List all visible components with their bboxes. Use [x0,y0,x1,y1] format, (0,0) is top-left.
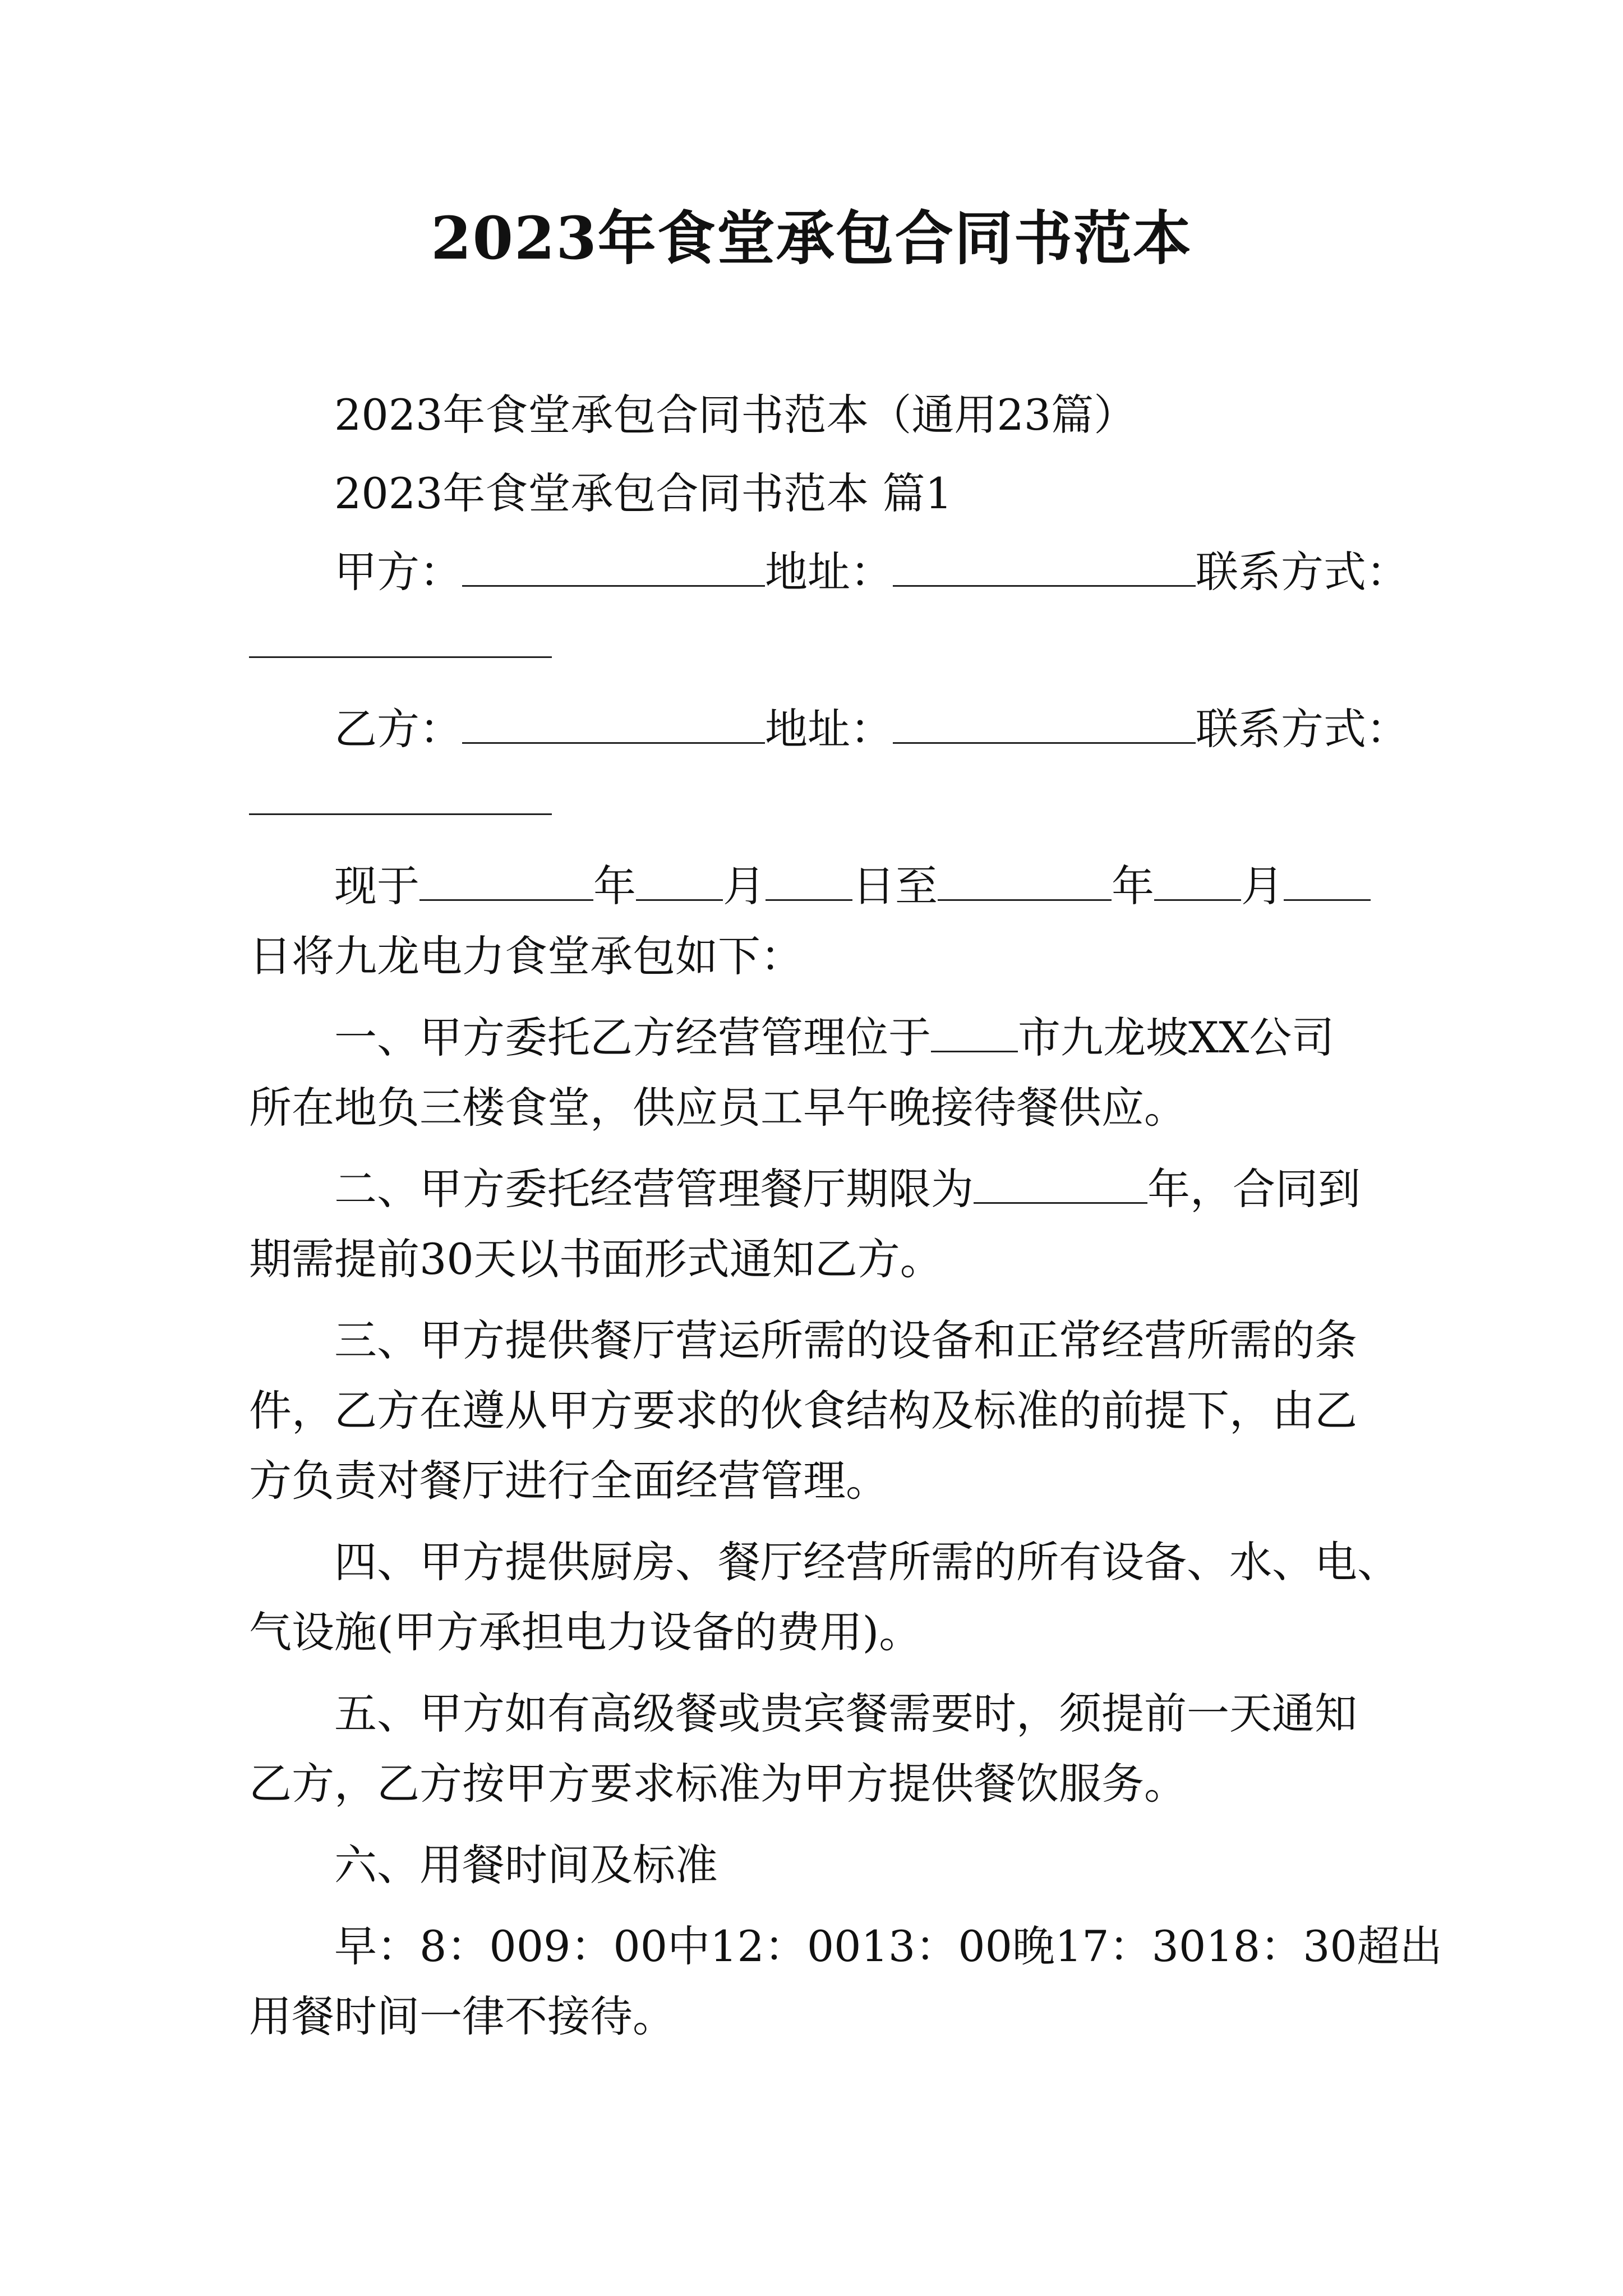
period-year-label: 年 [593,861,636,911]
clause-2-text-a: 二、甲方委托经营管理餐厅期限为 [334,1164,974,1214]
clause-5-line-2: 乙方，乙方按甲方要求标准为甲方提供餐饮服务。 [249,1759,1187,1809]
party-b-line [334,701,1409,757]
city-blank [931,1014,1018,1052]
clause-1-line-1 [334,1010,1334,1066]
meal-times-line-2: 用餐时间一律不接待。 [249,1991,675,2041]
clause-1-text-b: 市九龙坡XX公司 [1018,1013,1335,1062]
party-a-contact-blank [249,656,552,658]
period-cont: 日将九龙电力食堂承包如下： [249,931,803,981]
clause-2-text-b: 年，合同到 [1147,1164,1361,1214]
term-years-blank [974,1165,1147,1204]
end-year-blank [938,862,1112,901]
subtitle: 2023年食堂承包合同书范本（通用23篇） [334,390,1137,440]
section-heading: 2023年食堂承包合同书范本 篇1 [334,468,952,518]
party-a-address-blank [893,548,1196,587]
clause-1-line-2: 所在地负三楼食堂，供应员工早午晚接待餐供应。 [249,1083,1187,1133]
party-a-address-label: 地址： [765,547,893,597]
end-month-blank [1154,862,1241,901]
party-b-name-blank [462,705,765,744]
party-a-line [334,544,1409,600]
clause-3-line-2: 件，乙方在遵从甲方要求的伙食结构及标准的前提下，由乙 [249,1386,1357,1435]
end-day-blank [1284,862,1371,901]
party-a-name-blank [462,548,765,587]
period-month-label: 月 [723,861,766,911]
period-day-to-label: 日至 [852,861,938,911]
party-b-label: 乙方： [334,704,462,754]
party-b-contact-label: 联系方式： [1196,704,1409,754]
clause-6-heading: 六、用餐时间及标准 [334,1840,718,1890]
document-title: 2023年食堂承包合同书范本 [431,204,1192,273]
party-a-contact-label: 联系方式： [1196,547,1409,597]
clause-1-text-a: 一、甲方委托乙方经营管理位于 [334,1013,931,1062]
clause-4-line-1: 四、甲方提供厨房、餐厅经营所需的所有设备、水、电、 [334,1537,1400,1587]
clause-3-line-3: 方负责对餐厅进行全面经营管理。 [249,1456,888,1506]
party-a-label: 甲方： [334,547,462,597]
clause-5-line-1: 五、甲方如有高级餐或贵宾餐需要时，须提前一天通知 [334,1688,1357,1738]
start-day-blank [766,862,852,901]
start-year-blank [419,862,593,901]
period-line [334,858,1371,914]
party-b-contact-blank [249,813,552,815]
period-prefix: 现于 [334,861,419,911]
clause-4-line-2: 气设施(甲方承担电力设备的费用)。 [249,1607,922,1657]
clause-2-line-2: 期需提前30天以书面形式通知乙方。 [249,1234,943,1284]
party-b-address-label: 地址： [765,704,893,754]
period-month2-label: 月 [1241,861,1284,911]
meal-times-line-1: 早：8：009：00中12：0013：00晚17：3018：30超出 [334,1921,1442,1971]
clause-3-line-1: 三、甲方提供餐厅营运所需的设备和正常经营所需的条 [334,1315,1357,1365]
clause-2-line-1 [334,1161,1361,1217]
start-month-blank [636,862,723,901]
party-b-address-blank [893,705,1196,744]
period-year2-label: 年 [1112,861,1154,911]
